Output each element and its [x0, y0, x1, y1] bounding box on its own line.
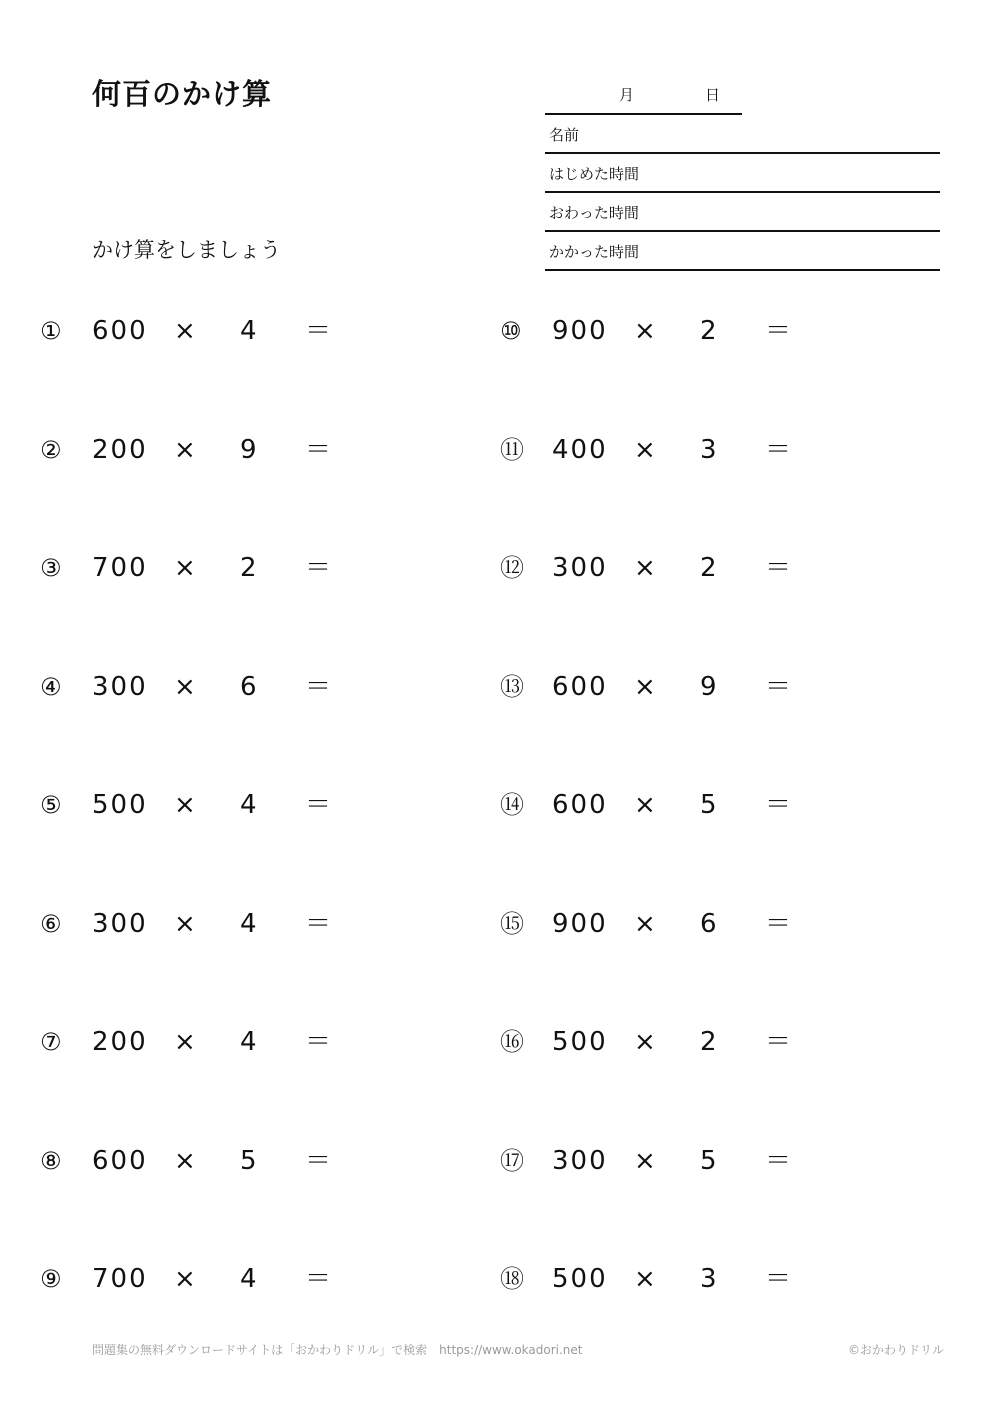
- problem-2: [40, 430, 460, 470]
- times-sign: ×: [634, 1027, 658, 1057]
- equals-sign: ＝: [305, 672, 334, 702]
- problem-number: ⑥: [40, 910, 64, 938]
- multiplier: 5: [700, 790, 719, 820]
- end-time-label: おわった時間: [549, 204, 639, 222]
- problem-number: ⑪: [500, 436, 526, 464]
- problem-number: ⑬: [500, 673, 526, 701]
- multiplicand: 400: [552, 435, 608, 465]
- equals-sign: ＝: [305, 316, 334, 346]
- multiplicand: 600: [552, 790, 608, 820]
- problem-number: ⑦: [40, 1028, 64, 1056]
- times-sign: ×: [634, 790, 658, 820]
- start-time-label: はじめた時間: [549, 165, 640, 183]
- times-sign: ×: [174, 672, 198, 702]
- date-field: [545, 80, 742, 115]
- worksheet-title: 何百のかけ算: [92, 77, 273, 111]
- problem-1: [40, 311, 460, 351]
- equals-sign: ＝: [305, 909, 334, 939]
- equals-sign: ＝: [765, 909, 794, 939]
- times-sign: ×: [174, 909, 198, 939]
- name-field: [545, 115, 940, 154]
- problem-6: [40, 904, 460, 944]
- problem-number: ②: [40, 436, 64, 464]
- multiplicand: 200: [92, 435, 148, 465]
- times-sign: ×: [174, 1264, 198, 1294]
- multiplicand: 900: [552, 909, 608, 939]
- problem-number: ①: [40, 317, 64, 345]
- equals-sign: ＝: [305, 1146, 334, 1176]
- problem-number: ⑫: [500, 554, 526, 582]
- times-sign: ×: [174, 435, 198, 465]
- problem-11: [500, 430, 920, 470]
- multiplier: 3: [700, 1264, 719, 1294]
- multiplicand: 700: [92, 553, 148, 583]
- problem-12: [500, 548, 920, 588]
- problem-14: [500, 785, 920, 825]
- multiplicand: 600: [92, 1146, 148, 1176]
- equals-sign: ＝: [765, 1146, 794, 1176]
- footer-site-note: 問題集の無料ダウンロードサイトは「おかわりドリル」で検索 https://www.okadori.net: [92, 1343, 583, 1357]
- times-sign: ×: [634, 435, 658, 465]
- problem-18: [500, 1259, 920, 1299]
- times-sign: ×: [634, 672, 658, 702]
- multiplicand: 600: [92, 316, 148, 346]
- times-sign: ×: [634, 553, 658, 583]
- multiplicand: 500: [552, 1264, 608, 1294]
- problem-10: [500, 311, 920, 351]
- multiplicand: 200: [92, 1027, 148, 1057]
- times-sign: ×: [634, 909, 658, 939]
- times-sign: ×: [174, 1027, 198, 1057]
- multiplier: 5: [700, 1146, 719, 1176]
- problem-number: ④: [40, 673, 64, 701]
- multiplicand: 300: [552, 1146, 608, 1176]
- problem-number: ⑧: [40, 1147, 64, 1175]
- equals-sign: ＝: [765, 1264, 794, 1294]
- end-time-field: [545, 193, 940, 232]
- equals-sign: ＝: [765, 316, 794, 346]
- problem-13: [500, 667, 920, 707]
- day-label: 日: [705, 86, 721, 104]
- problem-4: [40, 667, 460, 707]
- multiplier: 5: [240, 1146, 259, 1176]
- equals-sign: ＝: [305, 790, 334, 820]
- equals-sign: ＝: [305, 435, 334, 465]
- multiplier: 2: [700, 553, 719, 583]
- multiplicand: 600: [552, 672, 608, 702]
- equals-sign: ＝: [765, 672, 794, 702]
- multiplicand: 700: [92, 1264, 148, 1294]
- multiplicand: 300: [92, 909, 148, 939]
- multiplier: 4: [240, 316, 259, 346]
- problem-number: ⑭: [500, 791, 526, 819]
- times-sign: ×: [634, 1264, 658, 1294]
- multiplier: 3: [700, 435, 719, 465]
- footer-copyright: ©おかわりドリル: [848, 1343, 945, 1357]
- problem-9: [40, 1259, 460, 1299]
- equals-sign: ＝: [305, 1264, 334, 1294]
- times-sign: ×: [174, 316, 198, 346]
- instruction-text: かけ算をしましょう: [92, 238, 281, 262]
- problem-number: ⑤: [40, 791, 64, 819]
- problem-5: [40, 785, 460, 825]
- problem-3: [40, 548, 460, 588]
- multiplicand: 300: [92, 672, 148, 702]
- times-sign: ×: [634, 1146, 658, 1176]
- problem-number: ⑰: [500, 1147, 526, 1175]
- times-sign: ×: [174, 553, 198, 583]
- multiplier: 4: [240, 1027, 259, 1057]
- multiplicand: 500: [552, 1027, 608, 1057]
- multiplicand: 300: [552, 553, 608, 583]
- name-label: 名前: [549, 126, 580, 144]
- elapsed-time-field: [545, 232, 940, 271]
- equals-sign: ＝: [765, 435, 794, 465]
- problem-15: [500, 904, 920, 944]
- elapsed-time-label: かかった時間: [549, 243, 640, 261]
- equals-sign: ＝: [305, 1027, 334, 1057]
- equals-sign: ＝: [765, 790, 794, 820]
- problem-number: ⑩: [500, 317, 524, 345]
- problem-16: [500, 1022, 920, 1062]
- problem-number: ③: [40, 554, 64, 582]
- multiplier: 2: [700, 1027, 719, 1057]
- multiplicand: 500: [92, 790, 148, 820]
- problem-8: [40, 1141, 460, 1181]
- equals-sign: ＝: [765, 1027, 794, 1057]
- multiplier: 4: [240, 909, 259, 939]
- equals-sign: ＝: [765, 553, 794, 583]
- month-label: 月: [619, 86, 635, 104]
- times-sign: ×: [174, 1146, 198, 1176]
- multiplier: 2: [700, 316, 719, 346]
- multiplier: 2: [240, 553, 259, 583]
- start-time-field: [545, 154, 940, 193]
- problem-number: ⑱: [500, 1265, 526, 1293]
- multiplier: 9: [240, 435, 259, 465]
- times-sign: ×: [174, 790, 198, 820]
- multiplier: 6: [240, 672, 259, 702]
- multiplier: 9: [700, 672, 719, 702]
- problem-17: [500, 1141, 920, 1181]
- equals-sign: ＝: [305, 553, 334, 583]
- multiplier: 6: [700, 909, 719, 939]
- problem-7: [40, 1022, 460, 1062]
- times-sign: ×: [634, 316, 658, 346]
- problem-number: ⑮: [500, 910, 526, 938]
- problem-number: ⑯: [500, 1028, 526, 1056]
- multiplicand: 900: [552, 316, 608, 346]
- multiplier: 4: [240, 790, 259, 820]
- multiplier: 4: [240, 1264, 259, 1294]
- problem-number: ⑨: [40, 1265, 64, 1293]
